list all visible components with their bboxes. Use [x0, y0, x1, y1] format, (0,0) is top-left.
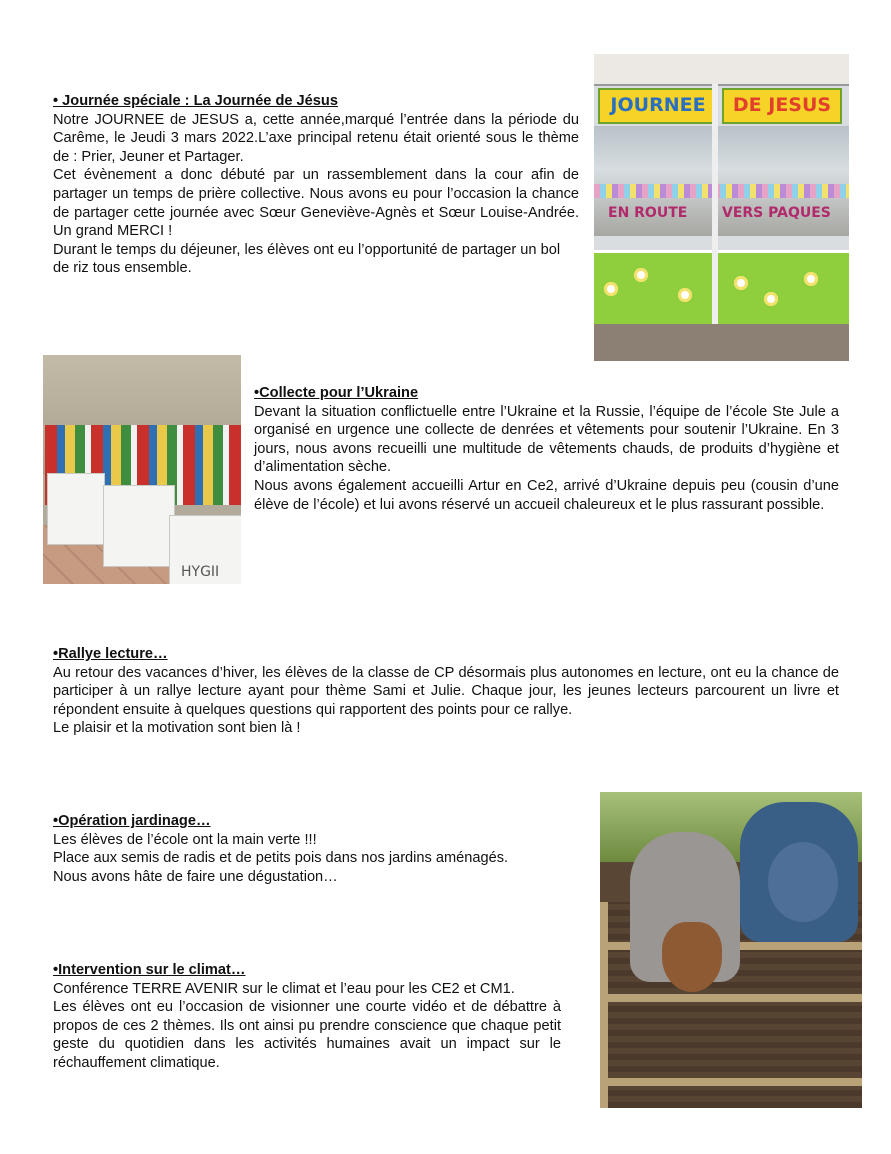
section-intervention-climat — [53, 961, 561, 1073]
paragraph: Les élèves ont eu l’occasion de visionner une courte vidéo et de débattre à propos de ces 2 thèmes. Ils ont ainsi pu prendre conscience que chaque petit geste du quotidien dans les activités humaines avait un impact sur le réchauffement climatique. — [53, 999, 561, 1071]
banner-right: DE JESUS — [722, 88, 842, 124]
paragraph: Nous avons hâte de faire une dégustation… — [53, 868, 338, 885]
photo-journee-de-jesus-window — [594, 54, 849, 361]
box-label: HYGII — [181, 564, 220, 580]
paragraph: Notre JOURNEE de JESUS a, cette année,marqué l’entrée dans la période du Carême, le Jeudi 3 mars 2022.L’axe principal retenu était orienté sous le thème de : Prier, Jeuner et Partager. — [53, 111, 579, 165]
section-title: • Journée spéciale : La Journée de Jésus — [53, 93, 338, 109]
section-journee-jesus — [53, 92, 579, 278]
section-operation-jardinage — [53, 812, 573, 886]
paragraph: Cet évènement a donc débuté par un rassemblement dans la cour afin de partager un temps de prière collective. Nous avons eu pour l’occasion la chance de partager cette journée avec Sœur Geneviève-Agnès et Sœur Louise-Andrée. Un grand MERCI ! — [53, 167, 579, 240]
paragraph: Place aux semis de radis et de petits pois dans nos jardins aménagés. — [53, 850, 509, 867]
section-title: •Rallye lecture… — [53, 646, 168, 662]
window-writing-right: VERS PAQUES — [722, 205, 831, 221]
section-title: •Intervention sur le climat… — [53, 962, 246, 978]
photo-gardening — [600, 792, 862, 1108]
paragraph: Nous avons également accueilli Artur en Ce2, arrivé d’Ukraine depuis peu (cousin d’une élève de l’école) et lui avons réservé un accueil chaleureux et le plus rassurant possible. — [254, 477, 839, 513]
section-rallye-lecture — [53, 645, 839, 738]
paragraph: Le plaisir et la motivation sont bien là ! — [53, 720, 301, 737]
paragraph: Les élèves de l’école ont la main verte !!! — [53, 831, 317, 848]
photo-ukraine-donation-boxes — [43, 355, 241, 584]
paragraph: Devant la situation conflictuelle entre l’Ukraine et la Russie, l’équipe de l’école Ste Jule a organisé en urgence une collecte de denrées et vêtements pour soutenir l’Ukraine. En 3 jours, nous avons recueilli une multitude de vêtements chauds, de produits d’hygiène et d’alimentation sèche. — [254, 403, 839, 476]
paragraph: Au retour des vacances d’hiver, les élèves de la classe de CP désormais plus autonomes en lecture, ont eu la chance de participer à un rallye lecture ayant pour thème Sami et Julie. Chaque jour, les jeunes lecteurs parcourent un livre et répondent ensuite à quelques questions qui rapportent des points pour ce rallye. — [53, 664, 839, 718]
window-writing-left: EN ROUTE — [608, 205, 688, 221]
section-title: •Opération jardinage… — [53, 813, 211, 829]
banner-left: JOURNEE — [598, 88, 718, 124]
section-collecte-ukraine — [254, 384, 839, 514]
paragraph: Durant le temps du déjeuner, les élèves ont eu l’opportunité de partager un bol de riz tous ensemble. — [53, 241, 561, 277]
paragraph: Conférence TERRE AVENIR sur le climat et l’eau pour les CE2 et CM1. — [53, 980, 515, 997]
section-title: •Collecte pour l’Ukraine — [254, 385, 419, 401]
